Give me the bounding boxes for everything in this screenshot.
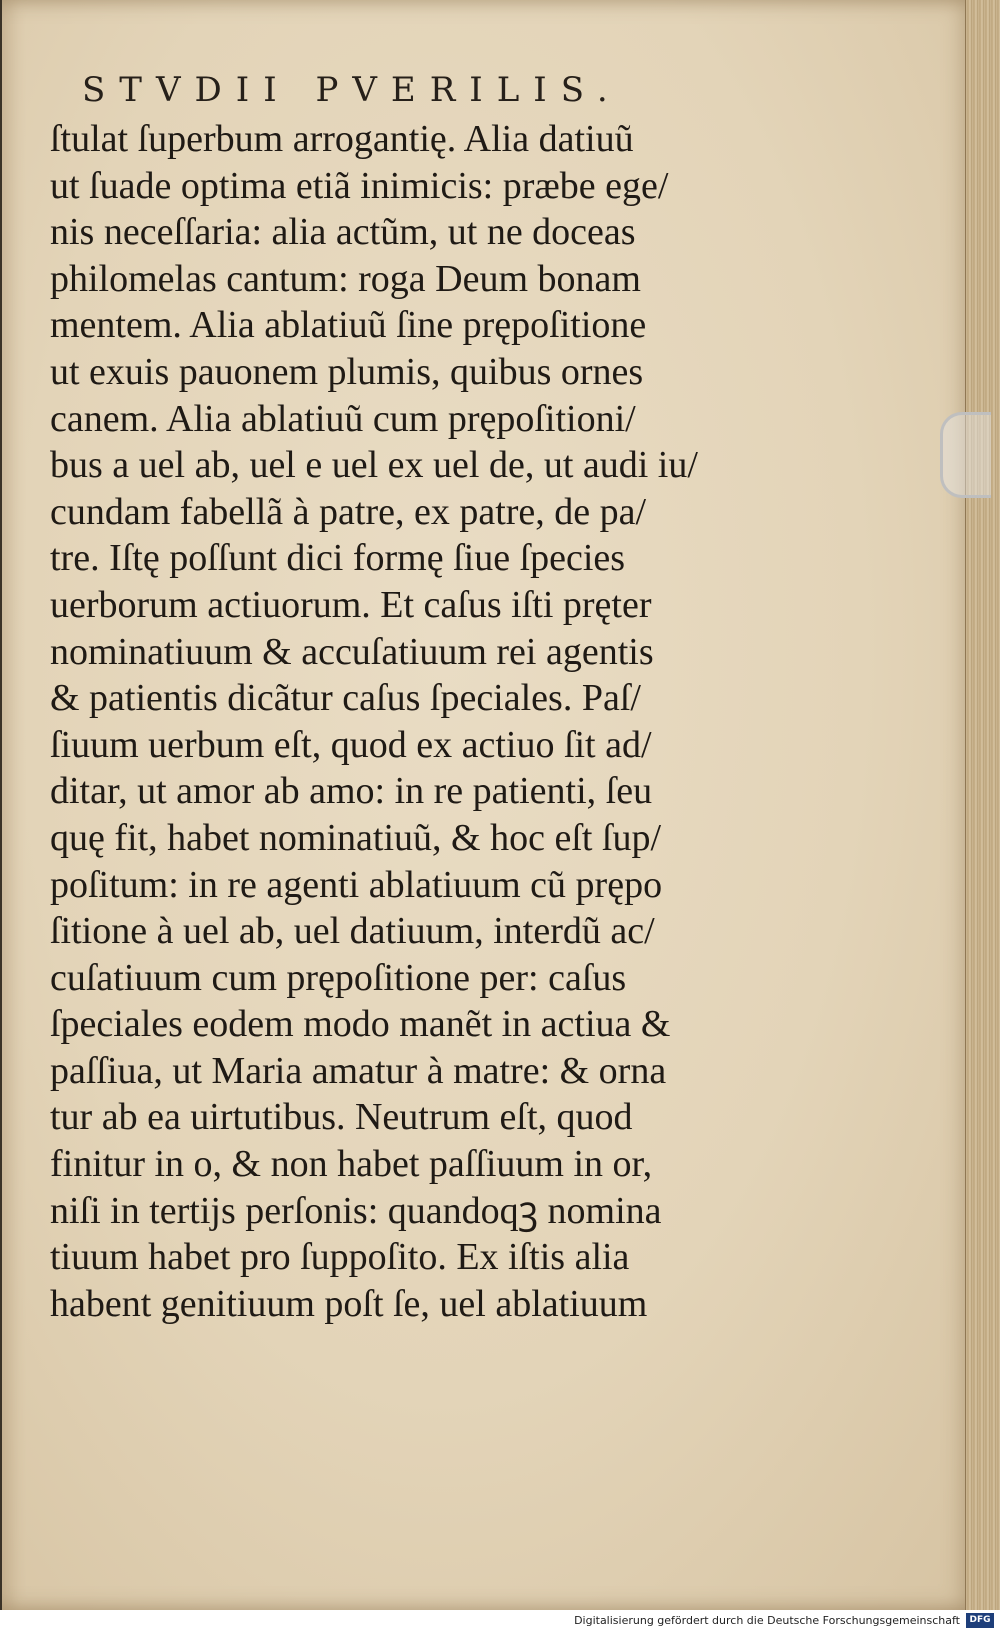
text-line: nominatiuum & accuſatiuum rei agentis xyxy=(50,630,654,673)
text-line: niſi in tertijs perſonis: quandoqꝫ nomina xyxy=(50,1189,662,1232)
footer-bar xyxy=(0,1610,1000,1633)
text-line: nis neceſſaria: alia actũm, ut ne doceas xyxy=(50,211,636,254)
text-line: quę fit, habet nominatiuũ, & hoc eſt ſup/ xyxy=(50,816,662,859)
funding-credit: Digitalisierung gefördert durch die Deutsche Forschungsgemeinschaft xyxy=(574,1614,960,1627)
text-line: ſitione à uel ab, uel datiuum, interdũ ac/ xyxy=(50,910,655,953)
text-line: paſſiua, ut Maria amatur à matre: & orna xyxy=(50,1049,667,1092)
text-line: poſitum: in re agenti ablatiuum cũ prępo xyxy=(50,863,663,906)
dfg-logo: DFG xyxy=(966,1613,994,1628)
text-line: canem. Alia ablatiuũ cum prępoſitioni/ xyxy=(50,397,636,440)
text-line: ſpeciales eodem modo manẽt in actiua & xyxy=(50,1003,671,1046)
text-line: uerborum actiuorum. Et caſus iſti pręter xyxy=(50,583,652,626)
text-line: ditar, ut amor ab amo: in re patienti, ſeu xyxy=(50,770,653,813)
text-line: habent genitiuum poſt ſe, uel ablatiuum xyxy=(50,1282,648,1325)
text-line: tre. Iſtę poſſunt dici formę ſiue ſpecies xyxy=(50,537,626,580)
text-line: tiuum habet pro ſuppoſito. Ex iſtis alia xyxy=(50,1236,630,1279)
text-line: bus a uel ab, uel e uel ex uel de, ut audi iu/ xyxy=(50,444,698,487)
text-line: cuſatiuum cum prępoſitione per: caſus xyxy=(50,956,627,999)
text-line: finitur in o, & non habet paſſiuum in or, xyxy=(50,1143,653,1186)
text-line: ſtulat ſuperbum arrogantię. Alia datiuũ xyxy=(50,118,634,160)
page-edges xyxy=(965,0,1000,1610)
book-page xyxy=(2,0,982,1610)
running-head: STVDII PVERILIS. xyxy=(82,70,622,110)
page-body-text xyxy=(50,116,810,1327)
text-line: & patientis dicãtur caſus ſpeciales. Paſ/ xyxy=(50,677,641,720)
text-line: ſiuum uerbum eſt, quod ex actiuo ſit ad/ xyxy=(50,723,652,766)
text-line: philomelas cantum: roga Deum bonam xyxy=(50,257,641,300)
bookmark-clip xyxy=(940,412,991,498)
text-line: tur ab ea uirtutibus. Neutrum eſt, quod xyxy=(50,1096,633,1139)
text-line: cundam fabellã à patre, ex patre, de pa/ xyxy=(50,490,647,533)
text-line: mentem. Alia ablatiuũ ſine prępoſitione xyxy=(50,304,647,347)
text-line: ut exuis pauonem plumis, quibus ornes xyxy=(50,350,644,393)
text-line: ut ſuade optima etiã inimicis: præbe ege/ xyxy=(50,164,669,207)
